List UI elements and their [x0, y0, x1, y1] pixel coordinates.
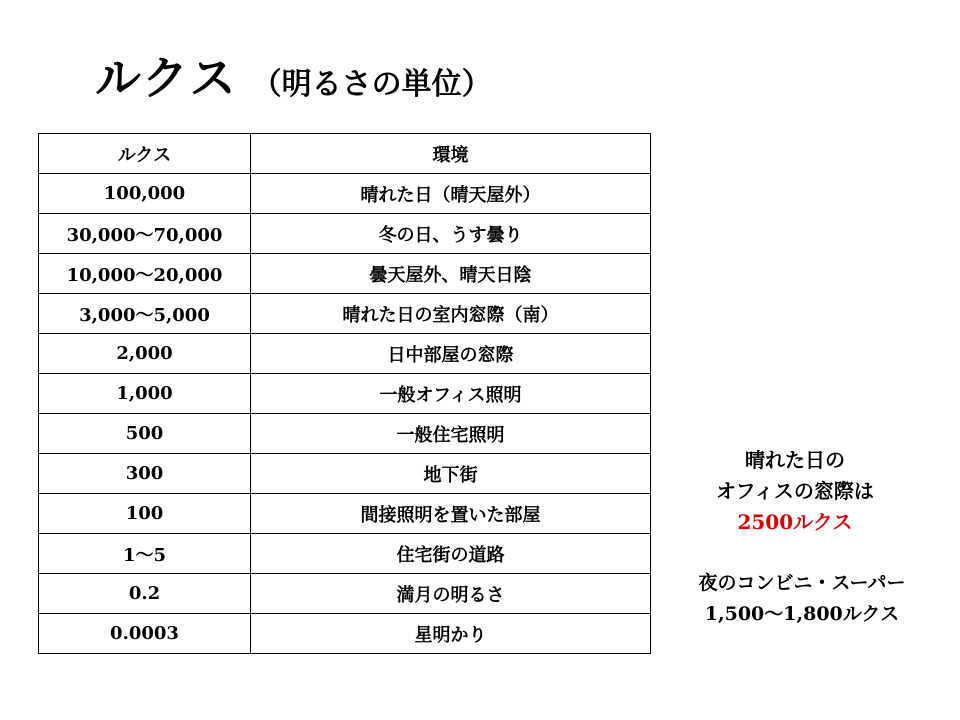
environment-cell: 一般オフィス照明: [251, 374, 651, 414]
column-header-lux: ルクス: [39, 134, 251, 174]
environment-cell: 星明かり: [251, 614, 651, 654]
table-row: [39, 614, 651, 654]
office-note-highlight: 2500ルクス: [737, 510, 853, 534]
convenience-store-note: [662, 568, 942, 630]
lux-cell: 500: [39, 414, 251, 454]
store-note-line1: 夜のコンビニ・スーパー: [698, 572, 906, 594]
lux-cell: 10,000～20,000: [39, 254, 251, 294]
lux-cell: 100: [39, 494, 251, 534]
table-row: [39, 454, 651, 494]
environment-cell: 一般住宅照明: [251, 414, 651, 454]
lux-cell: 1,000: [39, 374, 251, 414]
title-subtitle: （明るさの単位）: [251, 67, 492, 102]
lux-cell: 3,000～5,000: [39, 294, 251, 334]
lux-cell: 300: [39, 454, 251, 494]
lux-cell: 100,000: [39, 174, 251, 214]
table-row: [39, 214, 651, 254]
lux-cell: 2,000: [39, 334, 251, 374]
table-row: [39, 574, 651, 614]
title-main: ルクス: [95, 51, 238, 105]
office-note-line2: オフィスの窓際は: [716, 479, 874, 503]
environment-cell: 間接照明を置いた部屋: [251, 494, 651, 534]
office-note-line1: 晴れた日の: [745, 448, 845, 472]
table-row: [39, 174, 651, 214]
environment-cell: 冬の日、うす曇り: [251, 214, 651, 254]
lux-cell: 30,000～70,000: [39, 214, 251, 254]
environment-cell: 満月の明るさ: [251, 574, 651, 614]
environment-cell: 晴れた日（晴天屋外）: [251, 174, 651, 214]
table-row: [39, 414, 651, 454]
environment-cell: 住宅街の道路: [251, 534, 651, 574]
table-row: [39, 334, 651, 374]
environment-cell: 日中部屋の窓際: [251, 334, 651, 374]
table-row: [39, 494, 651, 534]
lux-table: [38, 133, 651, 654]
lux-cell: 1～5: [39, 534, 251, 574]
table-row: [39, 254, 651, 294]
store-note-line2: 1,500～1,800ルクス: [704, 603, 900, 625]
environment-cell: 曇天屋外、晴天日陰: [251, 254, 651, 294]
lux-cell: 0.0003: [39, 614, 251, 654]
table-row: [39, 374, 651, 414]
lux-cell: 0.2: [39, 574, 251, 614]
table-header-row: [39, 134, 651, 174]
table-row: [39, 534, 651, 574]
environment-cell: 晴れた日の室内窓際（南）: [251, 294, 651, 334]
page-title: [95, 42, 492, 108]
table-row: [39, 294, 651, 334]
office-window-note: [670, 445, 920, 538]
column-header-environment: 環境: [251, 134, 651, 174]
environment-cell: 地下街: [251, 454, 651, 494]
